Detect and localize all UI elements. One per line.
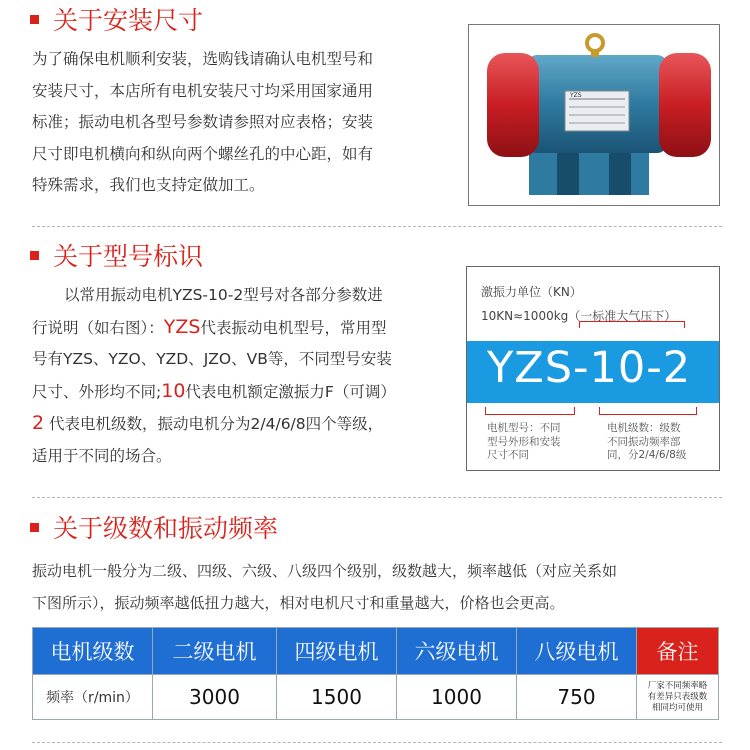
table-header-cell: 电机级数 [33, 628, 153, 675]
bullet-square-icon [30, 15, 39, 24]
model-highlight: YZS [163, 315, 201, 338]
divider [32, 742, 722, 743]
model-note-line: 尺寸不同 [487, 449, 529, 461]
model-note [487, 422, 587, 463]
vibration-motor-photo [468, 24, 720, 206]
bullet-square-icon [30, 523, 39, 532]
model-line: 以常用振动电机YZS-10-2型号对各部分参数进 [64, 286, 383, 304]
force-highlight: 10 [161, 379, 186, 402]
model-line [32, 312, 457, 345]
table-header-note: 备注 [637, 628, 719, 675]
model-line [32, 376, 457, 409]
note-line: 厂家不同频率略 [647, 680, 708, 691]
frequency-label-cell: 频率（r/min） [33, 675, 153, 720]
section-install-body [32, 44, 452, 202]
pole-note [607, 422, 715, 463]
section-model-title [30, 242, 203, 272]
pole-note-line: 电机级数：级数 [607, 422, 681, 434]
force-unit-label: 激振力单位（KN） [481, 285, 582, 299]
model-note-line: 电机型号：不同 [487, 422, 561, 434]
model-code-band [467, 341, 719, 403]
table-header-cell: 二级电机 [153, 628, 277, 675]
section-install-title [30, 6, 203, 36]
install-line: 安装尺寸，本店所有电机安装尺寸均采用国家通用 [32, 81, 374, 100]
pole-note-line: 不同振动频率部 [607, 435, 681, 448]
pole-note-line: 同，分2/4/6/8级 [607, 449, 687, 461]
model-line [32, 408, 457, 441]
pole-bracket [599, 407, 697, 415]
section-install-title-text: 关于安装尺寸 [53, 6, 204, 35]
frequency-line: 振动电机一般分为二级、四级、六级、八级四个级别，级数越大，频率越低（对应关系如 [32, 562, 618, 580]
model-line-part: 行说明（如右图）： [32, 318, 164, 337]
section-frequency-body [32, 556, 732, 619]
table-header-cell: 六级电机 [397, 628, 517, 675]
model-line-part: 尺寸、外形均不同; [32, 382, 162, 401]
table-header-cell: 八级电机 [517, 628, 637, 675]
model-note-line: 型号外形和安装 [487, 435, 561, 448]
frequency-cell: 1000 [397, 675, 517, 720]
model-line: 适用于不同的场合。 [32, 446, 172, 465]
model-line-part: 代表振动电机型号，常用型 [200, 318, 387, 337]
note-line: 相同均可使用 [651, 702, 703, 713]
install-line: 标准；振动电机各型号参数请参照对应表格；安装 [32, 113, 374, 131]
frequency-cell: 750 [517, 675, 637, 720]
frequency-cell: 3000 [153, 675, 277, 720]
model-line: 号有YZS、YZO、YZD、JZO、VB等，不同型号安装 [32, 350, 392, 368]
divider [32, 497, 722, 498]
install-line: 为了确保电机顺利安装，选购钱请确认电机型号和 [32, 50, 374, 68]
divider [32, 226, 722, 227]
model-bracket [485, 407, 575, 415]
section-frequency-title [30, 514, 278, 544]
note-line: 有差异只表级数 [647, 691, 708, 702]
frequency-table [32, 627, 719, 720]
motor-illustration-icon [469, 25, 719, 205]
pole-highlight: 2 [32, 412, 45, 434]
section-model-title-text: 关于型号标识 [53, 242, 204, 271]
table-header-cell: 四级电机 [277, 628, 397, 675]
nameplate-text: YZS [570, 92, 582, 99]
frequency-line: 下图所示），振动频率越低扭力越大，相对电机尺寸和重量越大，价格也会更高。 [32, 593, 565, 612]
model-line-part: 代表电机级数，振动电机分为2/4/6/8四个等级， [44, 415, 384, 433]
install-line: 特殊需求，我们也支持定做加工。 [32, 176, 265, 194]
force-bracket [579, 321, 685, 328]
install-line: 尺寸即电机横向和纵向两个螺丝孔的中心距，如有 [32, 144, 374, 163]
model-line-part: 代表电机额定激振力F（可调） [185, 382, 396, 401]
section-frequency-title-text: 关于级数和振动频率 [53, 514, 279, 543]
section-model-body [32, 280, 457, 472]
note-cell [637, 675, 719, 720]
model-code-diagram [466, 266, 720, 471]
table-header-row [33, 628, 719, 675]
bullet-square-icon [30, 251, 39, 260]
force-conversion-label: 10KN≈1000kg（一标准大气压下） [481, 309, 677, 323]
frequency-cell: 1500 [277, 675, 397, 720]
table-row [33, 675, 719, 720]
model-code-text: YZS-10-2 [487, 343, 692, 393]
